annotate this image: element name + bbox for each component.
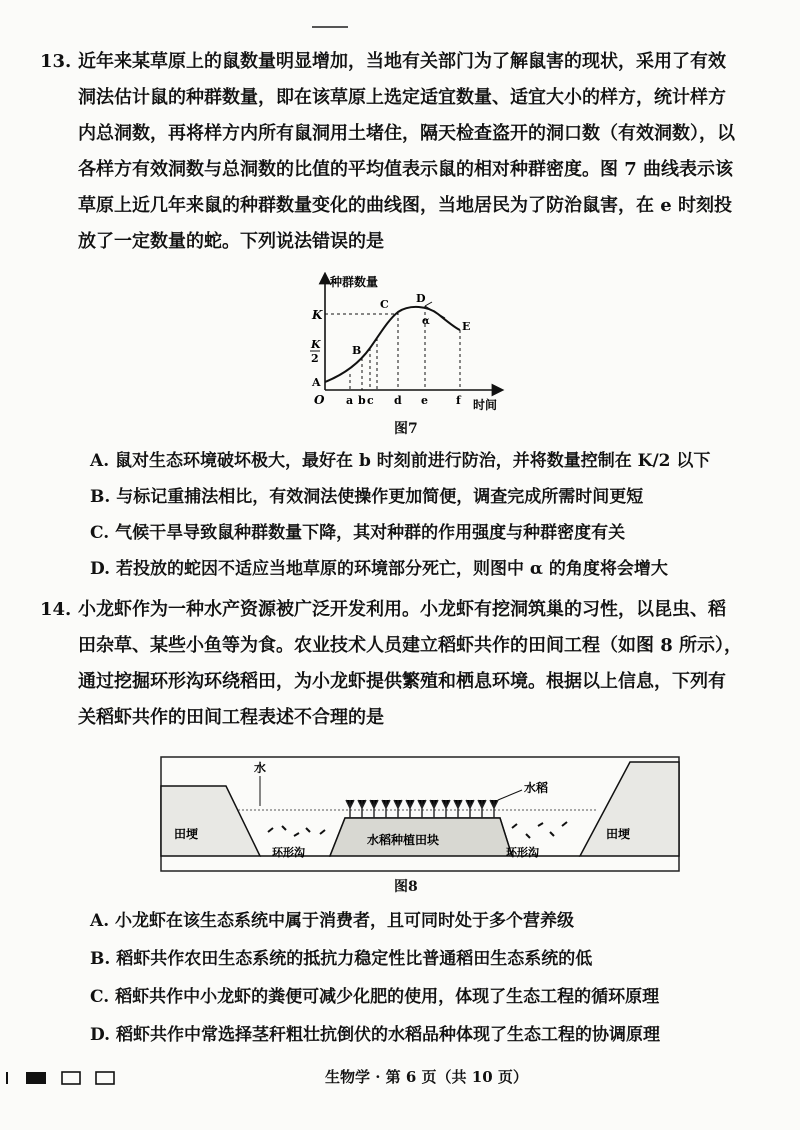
figure-8-rice-shrimp-field bbox=[160, 756, 680, 872]
answer-box-marks bbox=[4, 1068, 124, 1086]
question-text: 内总洞数，再将样方内所有鼠洞用土堵住，隔天检查盗开的洞口数（有效洞数），以 bbox=[78, 123, 735, 144]
point-label: E bbox=[462, 320, 471, 333]
figure-8-caption: 图8 bbox=[394, 879, 418, 895]
question-text: 洞法估计鼠的种群数量，即在该草原上选定适宜数量、适宜大小的样方，统计样方 bbox=[78, 87, 726, 108]
angle-label: α bbox=[422, 316, 430, 327]
question-text: 各样方有效洞数与总洞数的比值的平均值表示鼠的相对种群密度。图 7 曲线表示该 bbox=[78, 159, 734, 180]
tick-label: b bbox=[358, 394, 366, 407]
tick-label: c bbox=[367, 394, 374, 407]
question-13-line bbox=[40, 44, 760, 80]
rice-label: 水稻 bbox=[524, 781, 549, 795]
option-d: D. 稻虾共作中常选择茎秆粗壮抗倒伏的水稻品种体现了生态工程的协调原理 bbox=[90, 1025, 660, 1045]
question-text: 田杂草、某些小鱼等为食。农业技术人员建立稻虾共作的田间工程（如图 8 所示）， bbox=[78, 635, 743, 656]
y-axis-label: 种群数量 bbox=[330, 275, 379, 289]
tick-label: d bbox=[394, 394, 402, 407]
point-label: D bbox=[416, 292, 426, 305]
question-text: 关稻虾共作的田间工程表述不合理的是 bbox=[78, 707, 384, 728]
tick-label: a bbox=[346, 394, 354, 407]
question-13-line bbox=[40, 188, 760, 224]
question-13-line bbox=[40, 152, 760, 188]
question-text: 放了一定数量的蛇。下列说法错误的是 bbox=[78, 231, 384, 252]
question-14-line bbox=[40, 592, 760, 628]
question-text: 小龙虾作为一种水产资源被广泛开发利用。小龙虾有挖洞筑巢的习性，以昆虫、稻 bbox=[78, 599, 726, 620]
page-number: 生物学 · 第 6 页（共 10 页） bbox=[325, 1068, 528, 1086]
angle-line bbox=[425, 302, 432, 306]
option-b: B. 稻虾共作农田生态系统的抵抗力稳定性比普通稻田生态系统的低 bbox=[90, 949, 593, 969]
question-number: 13. bbox=[40, 51, 72, 72]
page-footer bbox=[0, 1062, 800, 1092]
k-label: K bbox=[312, 308, 323, 322]
point-label: C bbox=[380, 298, 389, 311]
question-14-line bbox=[40, 628, 760, 664]
option-d: D. 若投放的蛇因不适应当地草原的环境部分死亡，则图中 α 的角度将会增大 bbox=[90, 559, 668, 579]
ditch-left-label: 环形沟 bbox=[272, 846, 305, 859]
question-13 bbox=[40, 44, 760, 260]
top-scan-mark bbox=[312, 26, 348, 28]
question-13-line bbox=[40, 116, 760, 152]
half-k-numerator: K bbox=[311, 338, 321, 351]
figure-7-caption: 图7 bbox=[394, 421, 418, 437]
question-number: 14. bbox=[40, 599, 72, 620]
right-bank bbox=[580, 762, 679, 856]
option-c: C. 气候干旱导致鼠种群数量下降，其对种群的作用强度与种群密度有关 bbox=[90, 523, 626, 543]
origin-label: O bbox=[314, 393, 325, 407]
option-a: A. 鼠对生态环境破坏极大，最好在 b 时刻前进行防治，并将数量控制在 K/2 以下 bbox=[90, 451, 711, 471]
x-axis-label: 时间 bbox=[473, 398, 498, 412]
right-bank-label: 田埂 bbox=[606, 827, 631, 841]
question-14-line bbox=[40, 700, 760, 736]
rice-plants bbox=[346, 800, 498, 818]
tick-label: f bbox=[456, 394, 461, 407]
left-bank-label: 田埂 bbox=[174, 827, 199, 841]
tick-label: e bbox=[421, 394, 428, 407]
option-b: B. 与标记重捕法相比，有效洞法使操作更加简便，调查完成所需时间更短 bbox=[90, 487, 644, 507]
question-14 bbox=[40, 592, 760, 736]
center-field-label: 水稻种植田块 bbox=[367, 833, 440, 847]
option-c: C. 稻虾共作中小龙虾的粪便可减少化肥的使用，体现了生态工程的循环原理 bbox=[90, 987, 660, 1007]
option-a: A. 小龙虾在该生态系统中属于消费者，且可同时处于多个营养级 bbox=[90, 911, 575, 931]
question-13-line bbox=[40, 80, 760, 116]
question-13-line bbox=[40, 224, 760, 260]
left-bank bbox=[161, 786, 260, 856]
question-text: 草原上近几年来鼠的种群数量变化的曲线图，当地居民为了防治鼠害，在 e 时刻投 bbox=[78, 195, 732, 216]
rice-pointer bbox=[498, 790, 522, 800]
question-text: 通过挖掘环形沟环绕稻田，为小龙虾提供繁殖和栖息环境。根据以上信息，下列有 bbox=[78, 671, 726, 692]
water-label: 水 bbox=[254, 761, 267, 775]
population-curve bbox=[325, 307, 460, 382]
half-k-denominator: 2 bbox=[311, 352, 319, 365]
question-14-line bbox=[40, 664, 760, 700]
point-label: A bbox=[312, 376, 321, 389]
point-label: B bbox=[352, 344, 362, 357]
ditch-right-label: 环形沟 bbox=[506, 846, 539, 859]
question-text: 近年来某草原上的鼠数量明显增加，当地有关部门为了解鼠害的现状，采用了有效 bbox=[78, 51, 726, 72]
figure-7-population-curve bbox=[300, 272, 510, 412]
